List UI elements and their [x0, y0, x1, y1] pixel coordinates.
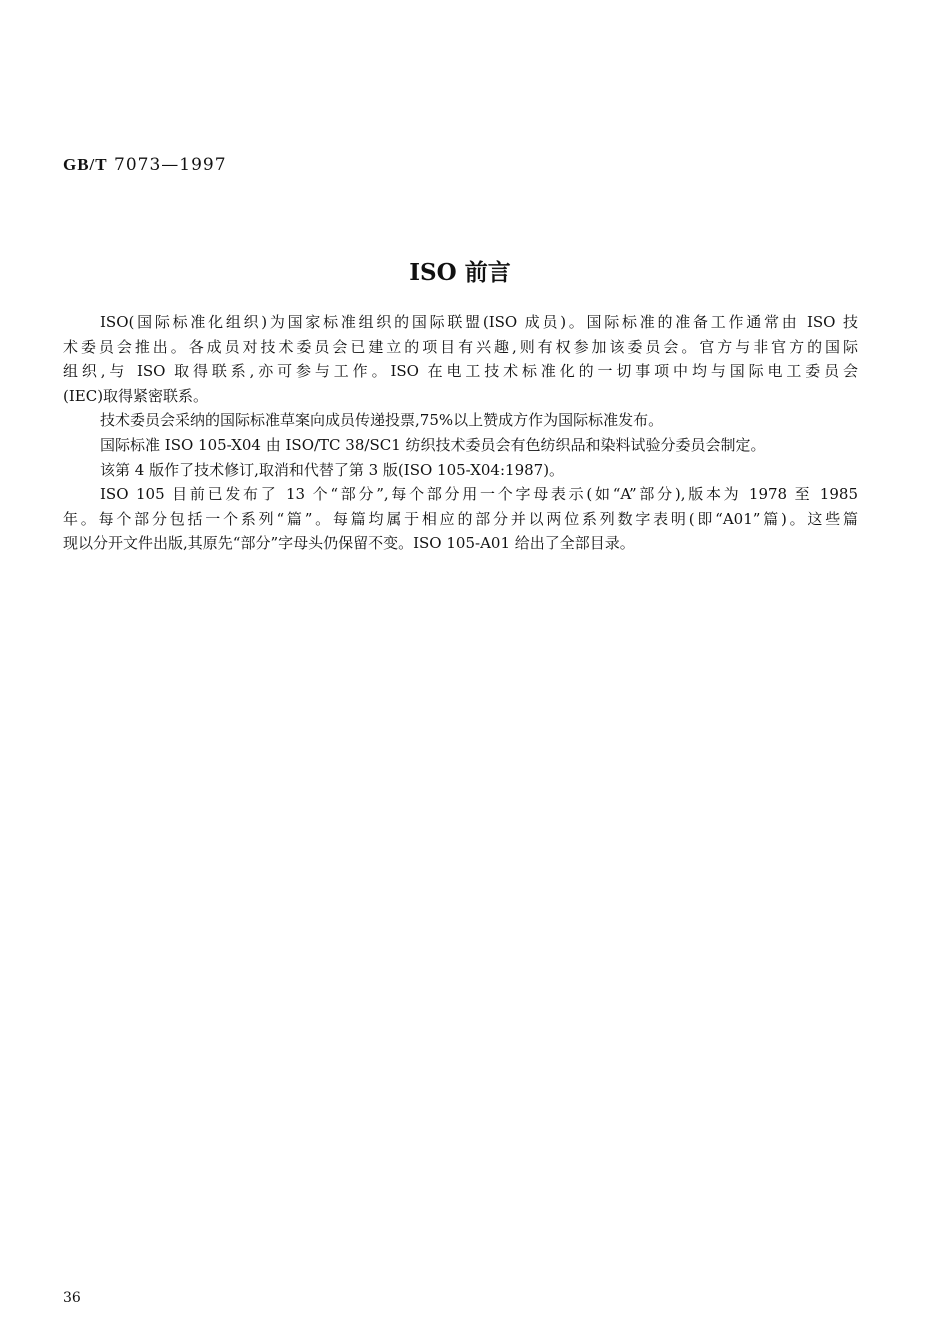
standard-number-header — [63, 155, 227, 175]
text-line: 现以分开文件出版,其原先“部分”字母头仍保留不变。ISO 105-A01 给出了全部目录。 — [63, 534, 635, 553]
text-line: 技术委员会采纳的国际标准草案向成员传递投票,75%以上赞成方作为国际标准发布。 — [100, 411, 664, 430]
paragraph — [63, 408, 858, 433]
paragraph — [63, 310, 858, 408]
text-line: 年。每个部分包括一个系列“篇”。每篇均属于相应的部分并以两位系列数字表明(即“A01”篇)。这些篇 — [63, 509, 858, 528]
paragraph — [63, 482, 858, 556]
paragraph — [63, 458, 858, 483]
text-line: 术委员会推出。各成员对技术委员会已建立的项目有兴趣,则有权参加该委员会。官方与非官方的国际 — [63, 337, 858, 356]
text-line: ISO 105 目前已发布了 13 个“部分”,每个部分用一个字母表示(如“A”部分),版本为 1978 至 1985 — [100, 485, 858, 504]
text-line: 该第 4 版作了技术修订,取消和代替了第 3 版(ISO 105-X04:1987)。 — [100, 460, 565, 479]
foreword-body — [63, 310, 858, 556]
page-number: 36 — [63, 1290, 81, 1306]
standard-number: 7073—1997 — [114, 155, 227, 175]
text-line: 组织,与 ISO 取得联系,亦可参与工作。ISO 在电工技术标准化的一切事项中均与国际电工委员会 — [63, 362, 858, 381]
page-title: ISO 前言 — [409, 259, 511, 286]
text-line: (IEC)取得紧密联系。 — [63, 386, 209, 405]
text-line: 国际标准 ISO 105-X04 由 ISO/TC 38/SC1 纺织技术委员会有色纺织品和染料试验分委员会制定。 — [100, 435, 766, 454]
standard-code: GB/T — [63, 155, 108, 174]
paragraph — [63, 433, 858, 458]
text-line: ISO(国际标准化组织)为国家标准组织的国际联盟(ISO 成员)。国际标准的准备工作通常由 ISO 技 — [100, 313, 858, 331]
